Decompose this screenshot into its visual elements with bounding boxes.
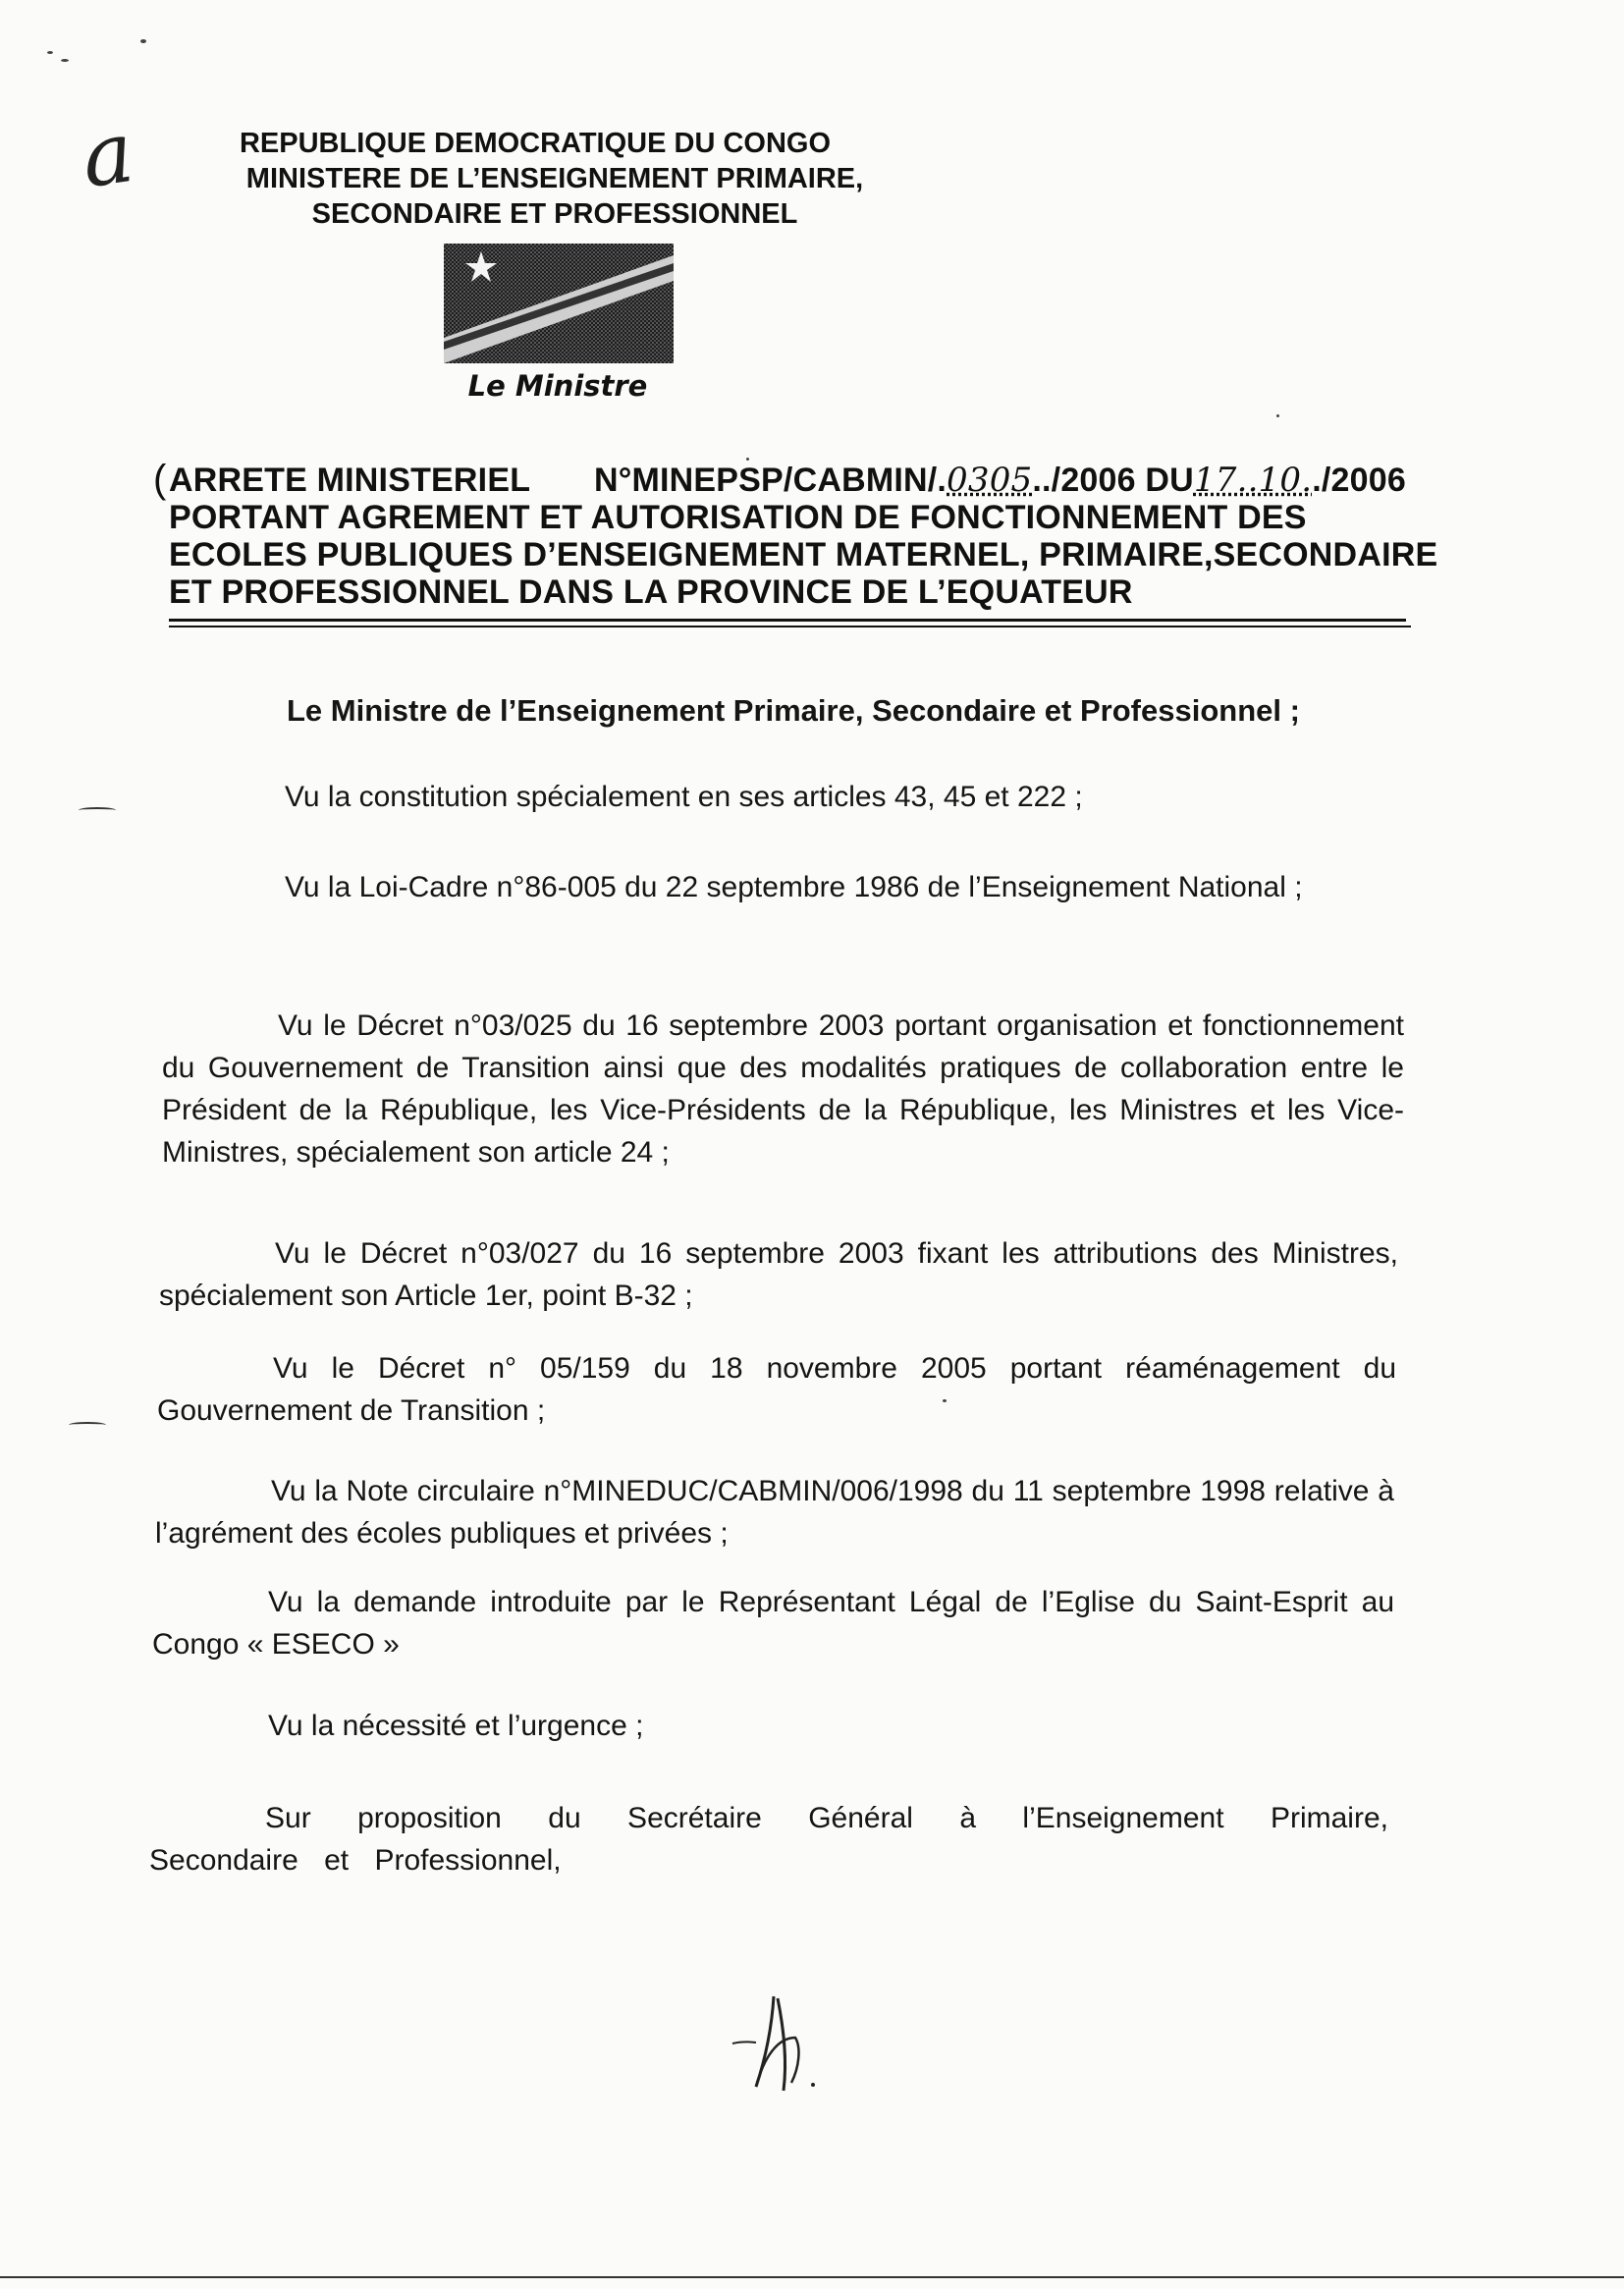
scan-speck xyxy=(1276,414,1279,417)
margin-tick-mark xyxy=(69,1422,106,1428)
margin-handwritten-mark: a xyxy=(76,102,139,208)
handwritten-date: 17..10. xyxy=(1193,461,1313,500)
signature-initials xyxy=(727,1989,844,2097)
consideration-1: Vu la constitution spécialement en ses articles 43, 45 et 222 ; xyxy=(285,781,1083,813)
decree-type: ARRETE MINISTERIEL xyxy=(169,462,531,499)
title-underline-double xyxy=(169,626,1411,627)
consideration-8: Vu la nécessité et l’urgence ; xyxy=(268,1710,644,1742)
flag-emblem xyxy=(444,244,674,363)
decree-title xyxy=(169,461,1438,611)
country-name: REPUBLIQUE DEMOCRATIQUE DU CONGO xyxy=(239,128,832,159)
letterhead xyxy=(201,126,908,232)
decree-reference-line xyxy=(169,462,1406,499)
scan-speck xyxy=(746,458,749,461)
decree-title-line2: PORTANT AGREMENT ET AUTORISATION DE FONCTIONNEMENT DES xyxy=(169,499,1307,536)
scan-speck xyxy=(47,51,53,54)
handwritten-number: 0305 xyxy=(947,461,1033,500)
scan-speck xyxy=(140,39,146,43)
consideration-9: Sur proposition du Secrétaire Général à l’Enseignement Primaire, Secondaire et Professionnel, xyxy=(149,1802,1388,1877)
consideration-7: Vu la demande introduite par le Représentant Légal de l’Eglise du Saint-Esprit au Congo « ESECO » xyxy=(152,1586,1394,1661)
decree-title-line3: ECOLES PUBLIQUES D’ENSEIGNEMENT MATERNEL, PRIMAIRE,SECONDAIRE xyxy=(169,536,1438,573)
consideration-2: Vu la Loi-Cadre n°86-005 du 22 septembre 1986 de l’Enseignement National ; xyxy=(285,871,1303,903)
minister-intro: Le Ministre de l’Enseignement Primaire, Secondaire et Professionnel ; xyxy=(287,693,1300,728)
decree-title-line4: ET PROFESSIONNEL DANS LA PROVINCE DE L’EQUATEUR xyxy=(169,573,1133,611)
consideration-4: Vu le Décret n°03/027 du 16 septembre 2003 fixant les attributions des Ministres, spécialement son Article 1er, point B-32 ; xyxy=(159,1237,1398,1312)
minister-label: Le Ministre xyxy=(467,369,648,403)
consideration-5: Vu le Décret n° 05/159 du 18 novembre 2005 portant réaménagement du Gouvernement de Transition ; xyxy=(157,1352,1396,1427)
consideration-6: Vu la Note circulaire n°MINEDUC/CABMIN/006/1998 du 11 septembre 1998 relative à l’agrément des écoles publiques et privées ; xyxy=(155,1475,1394,1550)
scan-speck xyxy=(61,59,69,62)
ministry-name-line1: MINISTERE DE L’ENSEIGNEMENT PRIMAIRE, xyxy=(245,163,864,194)
scan-speck xyxy=(943,1399,947,1402)
ministry-name-line2: SECONDAIRE ET PROFESSIONNEL xyxy=(311,198,798,230)
title-bracket: ( xyxy=(153,458,167,501)
scan-bottom-edge xyxy=(0,2276,1624,2278)
consideration-3: Vu le Décret n°03/025 du 16 septembre 2003 portant organisation et fonctionnement du Gouvernement de Transition ainsi que des modalités pratiques de collaboration entre le Président de la République, les Vice-Présidents de la République, les Ministres et les Vice-Ministres, spécialement son article 24 ; xyxy=(162,1009,1404,1169)
decree-number: N°MINEPSP/CABMIN/.0305../2006 DU17..10../2006 xyxy=(593,461,1406,500)
title-underline xyxy=(169,619,1406,622)
margin-tick-mark xyxy=(79,807,116,813)
